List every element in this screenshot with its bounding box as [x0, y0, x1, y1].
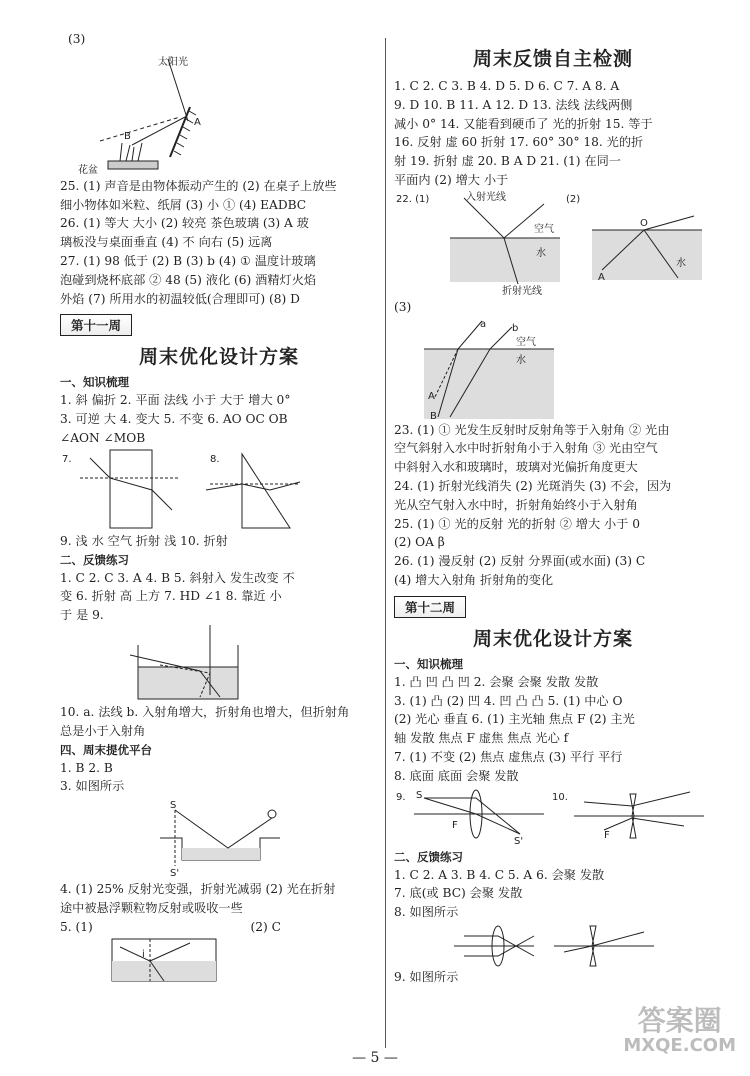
figure-9-container: [60, 625, 360, 703]
text-line: 1. 斜 偏折 2. 平面 法线 小于 大于 增大 0°: [60, 393, 291, 408]
q5-part2: (2) C: [250, 919, 281, 934]
feedback-heading: 二、反馈练习: [60, 552, 129, 567]
week-12-heading: [394, 596, 712, 618]
water-label-2: 水: [676, 257, 686, 269]
left-column: [60, 30, 378, 985]
pot-label: 花盆: [78, 164, 98, 176]
watermark-line1: 答案圈: [637, 1004, 722, 1037]
text-line: 26. (1) 等大 大小 (2) 较亮 茶色玻璃 (3) A 玻: [60, 216, 309, 231]
fig7-label: 7.: [62, 453, 72, 465]
incident-label: 入射光线: [466, 191, 506, 203]
text-line: 璃板没与桌面垂直 (4) 不 向右 (5) 远离: [60, 235, 273, 250]
text-line: 9. 如图所示: [394, 969, 459, 984]
text-line: 于 是 9.: [60, 608, 104, 623]
lens-s-prime: S': [514, 835, 524, 847]
watermark-logo: [623, 1006, 736, 1056]
week-label: 第十一周: [60, 314, 132, 336]
text-line: 25. (1) 声音是由物体振动产生的 (2) 在桌子上放些: [60, 178, 337, 193]
section-title-2: 周末优化设计方案: [472, 627, 633, 650]
text-line: 1. C 2. C 3. B 4. D 5. D 6. C 7. A 8. A: [394, 79, 620, 93]
text-line: 1. B 2. B: [60, 760, 113, 775]
figure-22-3: [394, 317, 714, 421]
text-line: 10. a. 法线 b. 入射角增大，折射角也增大，但折射角: [60, 704, 350, 719]
text-line: (2) OA β: [394, 535, 445, 550]
point-o: O: [640, 217, 648, 229]
text-line: 3. 可逆 大 4. 变大 5. 不变 6. AO OC OB: [60, 412, 288, 427]
answers-25-27: [60, 177, 378, 309]
text-line: 9. 浅 水 空气 折射 浅 10. 折射: [60, 533, 228, 548]
q22-3-label: (3): [394, 299, 412, 314]
refract-label: 折射光线: [502, 285, 542, 297]
text-line: 轴 发散 焦点 F 虚焦 焦点 光心 f: [394, 731, 569, 746]
air-label-3: 空气: [516, 336, 536, 348]
page-number: — 5 —: [352, 1050, 398, 1066]
text-line: 总是小于入射角: [60, 723, 146, 738]
text-line: 8. 如图所示: [394, 905, 459, 920]
advanced-heading: 四、周末提优平台: [60, 742, 152, 757]
week-label: 第十二周: [394, 596, 466, 618]
text-line: 3. 如图所示: [60, 779, 125, 794]
figure-sunlight-mirror: [60, 49, 260, 177]
figure-22: [394, 190, 714, 298]
text-line: 射 19. 折射 虚 20. B A D 21. (1) 在同一: [394, 154, 621, 169]
figure-5-box: [60, 937, 360, 985]
text-line: 外焰 (7) 所用水的初温较低(合理即可) (8) D: [60, 291, 300, 306]
section-title-feedback: 周末反馈自主检测: [472, 48, 633, 70]
text-line: 4. (1) 25% 反射光变强，折射光减弱 (2) 光在折射: [60, 882, 336, 897]
q22-2: (2): [566, 193, 581, 205]
text-line: 9. D 10. B 11. A 12. D 13. 法线 法线两侧: [394, 97, 633, 112]
text-line: 1. C 2. C 3. A 4. B 5. 斜射入 发生改变 不: [60, 570, 295, 585]
sun-label: 太阳光: [158, 56, 188, 68]
q5-part1: 5. (1): [60, 919, 93, 934]
knowledge-heading-2: 一、知识梳理: [394, 656, 463, 671]
text-line: 24. (1) 折射光线消失 (2) 光斑消失 (3) 不会，因为: [394, 478, 672, 493]
text-line: (4) 增大入射角 折射角的变化: [394, 572, 554, 587]
air-label: 空气: [534, 223, 554, 235]
point-s: S: [170, 800, 177, 812]
text-line: 16. 反射 虚 60 折射 17. 60° 30° 18. 光的折: [394, 135, 644, 150]
week-11-heading: [60, 314, 378, 336]
fig8-label: 8.: [210, 453, 220, 465]
text-line: 7. 底(或 BC) 会聚 发散: [394, 886, 523, 901]
text-line: 25. (1) ① 光的反射 光的折射 ② 增大 小于 0: [394, 516, 641, 531]
watermark-line2: MXQE.COM: [623, 1035, 736, 1056]
right-column: [394, 44, 712, 987]
ray-a: a: [480, 318, 487, 330]
text-line: 7. (1) 不变 (2) 焦点 虚焦点 (3) 平行 平行: [394, 749, 623, 764]
figure-3-reflection: [60, 796, 360, 880]
angle-i: i: [142, 948, 145, 960]
knowledge-heading: 一、知识梳理: [60, 375, 129, 390]
lens-f: F: [452, 819, 458, 831]
text-line: 减小 0° 14. 又能看到硬币了 光的折射 15. 等于: [394, 116, 653, 131]
water-label: 水: [536, 247, 546, 259]
text-line: 中斜射入水和玻璃时，玻璃对光偏折角度更大: [394, 460, 638, 475]
text-line: 3. (1) 凸 (2) 凹 4. 凹 凸 凸 5. (1) 中心 O: [394, 693, 623, 708]
text-line: (2) 光心 垂直 6. (1) 主光轴 焦点 F (2) 主光: [394, 712, 635, 727]
feedback-heading-2: 二、反馈练习: [394, 849, 463, 864]
text-line: 27. (1) 98 低于 (2) B (3) b (4) ① 温度计玻璃: [60, 253, 316, 268]
column-divider: [385, 38, 386, 1048]
q24-3-label: (3): [68, 32, 86, 46]
q5-row: [60, 918, 378, 937]
point-a: A: [598, 271, 605, 283]
text-line: 23. (1) ① 光发生反射时反射角等于入射角 ② 光由: [394, 422, 670, 437]
figure-7-8: [60, 448, 360, 532]
ray-b: b: [512, 322, 519, 334]
point-a2: A: [428, 390, 435, 402]
q22-1: 22. (1): [396, 193, 430, 205]
text-line: 平面内 (2) 增大 小于: [394, 172, 509, 187]
text-line: 变 6. 折射 高 上方 7. HD ∠1 8. 靠近 小: [60, 589, 282, 604]
lens-f2: F: [604, 829, 610, 841]
text-line: 1. 凸 凹 凸 凹 2. 会聚 会聚 发散 发散: [394, 674, 599, 689]
text-line: 细小物体如米粒、纸屑 (3) 小 ① (4) EADBC: [60, 197, 307, 212]
text-line: 泡碰到烧杯底部 ② 48 (5) 液化 (6) 酒精灯火焰: [60, 272, 317, 287]
point-b2: B: [430, 410, 437, 421]
point-s-prime: S': [170, 868, 180, 880]
fig9-label: 9.: [396, 791, 406, 803]
section-title: 周末优化设计方案: [138, 346, 299, 369]
text-line: 1. C 2. A 3. B 4. C 5. A 6. 会聚 发散: [394, 867, 605, 882]
text-line: 光从空气射入水中时，折射角始终小于入射角: [394, 497, 638, 512]
text-line: 8. 底面 底面 会聚 发散: [394, 768, 519, 783]
fig10-label: 10.: [552, 791, 568, 803]
lens-s: S: [416, 789, 423, 801]
water-label-3: 水: [516, 354, 526, 366]
text-line: 途中被悬浮颗粒物反射或吸收一些: [60, 900, 243, 915]
figure-9-10-lenses: [394, 786, 714, 848]
text-line: 26. (1) 漫反射 (2) 反射 分界面(或水面) (3) C: [394, 554, 646, 569]
figure-8-lenses: [394, 922, 714, 968]
point-b: B: [124, 130, 131, 142]
point-a: A: [194, 116, 201, 128]
text-line: 空气斜射入水中时折射角小于入射角 ③ 光由空气: [394, 441, 658, 456]
text-line: ∠AON ∠MOB: [60, 430, 146, 445]
